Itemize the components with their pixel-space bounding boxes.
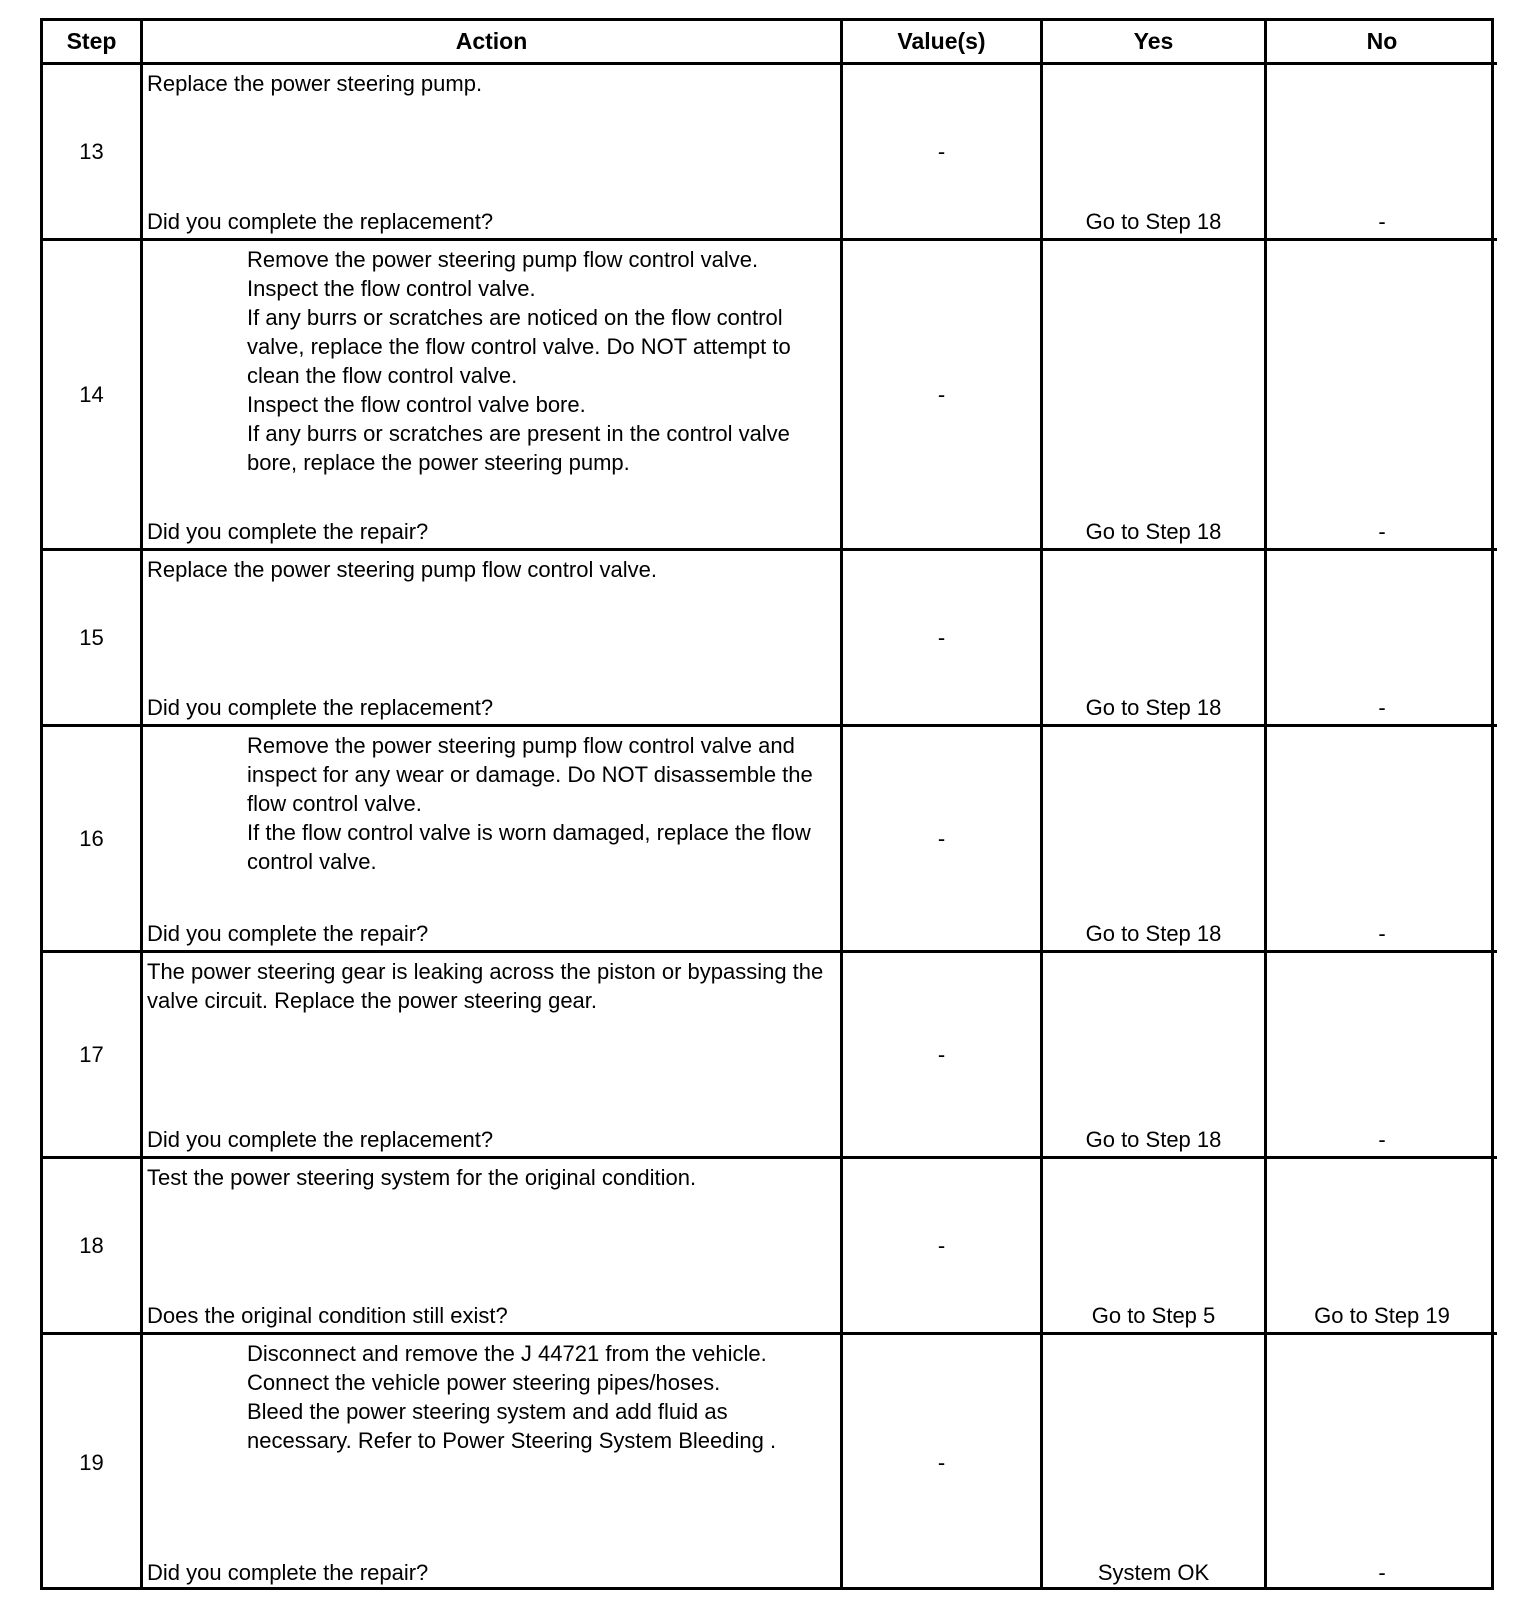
step-number: 13 bbox=[43, 65, 143, 241]
step-number: 17 bbox=[43, 953, 143, 1159]
value-cell: - bbox=[843, 953, 1043, 1159]
value-cell: - bbox=[843, 551, 1043, 727]
step-number: 16 bbox=[43, 727, 143, 953]
yes-cell: Go to Step 18 bbox=[1043, 65, 1267, 241]
action-cell bbox=[143, 953, 843, 1159]
action-line: Remove the power steering pump flow control valve. bbox=[247, 247, 759, 272]
action-text: Test the power steering system for the original condition. bbox=[147, 1165, 697, 1190]
action-text: The power steering gear is leaking across the piston or bypassing the valve circuit. Replace the power steering gear. bbox=[147, 959, 824, 1013]
action-line: If the flow control valve is worn damaged, replace the flow control valve. bbox=[247, 820, 811, 874]
yes-cell: Go to Step 18 bbox=[1043, 727, 1267, 953]
value-cell: - bbox=[843, 65, 1043, 241]
yes-cell: Go to Step 18 bbox=[1043, 551, 1267, 727]
action-line: Bleed the power steering system and add fluid as necessary. Refer to Power Steering System Bleeding . bbox=[247, 1399, 777, 1453]
header-step: Step bbox=[43, 21, 143, 65]
value-cell: - bbox=[843, 241, 1043, 551]
no-cell: Go to Step 19 bbox=[1267, 1159, 1497, 1335]
no-cell: - bbox=[1267, 953, 1497, 1159]
action-steps bbox=[147, 245, 834, 477]
no-cell: - bbox=[1267, 65, 1497, 241]
action-cell bbox=[143, 65, 843, 241]
no-cell: - bbox=[1267, 727, 1497, 953]
step-number: 14 bbox=[43, 241, 143, 551]
action-steps bbox=[147, 1339, 834, 1455]
step-number: 18 bbox=[43, 1159, 143, 1335]
action-question: Did you complete the replacement? bbox=[147, 209, 494, 234]
action-steps bbox=[147, 731, 834, 876]
action-text: Replace the power steering pump flow control valve. bbox=[147, 557, 657, 582]
action-line: Disconnect and remove the J 44721 from the vehicle. bbox=[247, 1341, 767, 1366]
action-line: Remove the power steering pump flow control valve and inspect for any wear or damage. Do NOT disassemble the flow control valve. bbox=[247, 733, 813, 816]
action-cell bbox=[143, 727, 843, 953]
action-line: If any burrs or scratches are noticed on the flow control valve, replace the flow control valve. Do NOT attempt to clean the flow control valve. bbox=[247, 305, 791, 388]
header-action: Action bbox=[143, 21, 843, 65]
step-number: 19 bbox=[43, 1335, 143, 1589]
yes-cell: System OK bbox=[1043, 1335, 1267, 1589]
no-cell: - bbox=[1378, 1560, 1386, 1585]
action-question: Did you complete the replacement? bbox=[147, 695, 494, 720]
action-cell bbox=[143, 1335, 843, 1589]
header-no: No bbox=[1267, 21, 1497, 65]
action-cell bbox=[143, 551, 843, 727]
action-cell bbox=[143, 1159, 843, 1335]
action-line: Inspect the flow control valve bore. bbox=[247, 392, 586, 417]
action-cell bbox=[143, 241, 843, 551]
step-number: 15 bbox=[43, 551, 143, 727]
value-cell: - bbox=[843, 727, 1043, 953]
header-yes: Yes bbox=[1043, 21, 1267, 65]
value-cell: - bbox=[843, 1159, 1043, 1335]
action-line: If any burrs or scratches are present in the control valve bore, replace the power steering pump. bbox=[247, 421, 790, 475]
no-cell: - bbox=[1267, 241, 1497, 551]
yes-cell: Go to Step 18 bbox=[1043, 953, 1267, 1159]
yes-cell: Go to Step 5 bbox=[1043, 1159, 1267, 1335]
action-question: Did you complete the repair? bbox=[147, 921, 429, 946]
action-line: Connect the vehicle power steering pipes/hoses. bbox=[247, 1370, 721, 1395]
header-values: Value(s) bbox=[843, 21, 1043, 65]
action-question: Did you complete the replacement? bbox=[147, 1127, 494, 1152]
action-question: Does the original condition still exist? bbox=[147, 1303, 508, 1328]
action-line: Inspect the flow control valve. bbox=[247, 276, 536, 301]
diagnostic-table bbox=[40, 18, 1494, 1590]
action-question: Did you complete the repair? bbox=[147, 1560, 429, 1585]
value-cell: - bbox=[843, 1335, 1043, 1589]
yes-cell: Go to Step 18 bbox=[1043, 241, 1267, 551]
no-cell: - bbox=[1267, 551, 1497, 727]
action-text: Replace the power steering pump. bbox=[147, 71, 483, 96]
action-question: Did you complete the repair? bbox=[147, 519, 429, 544]
